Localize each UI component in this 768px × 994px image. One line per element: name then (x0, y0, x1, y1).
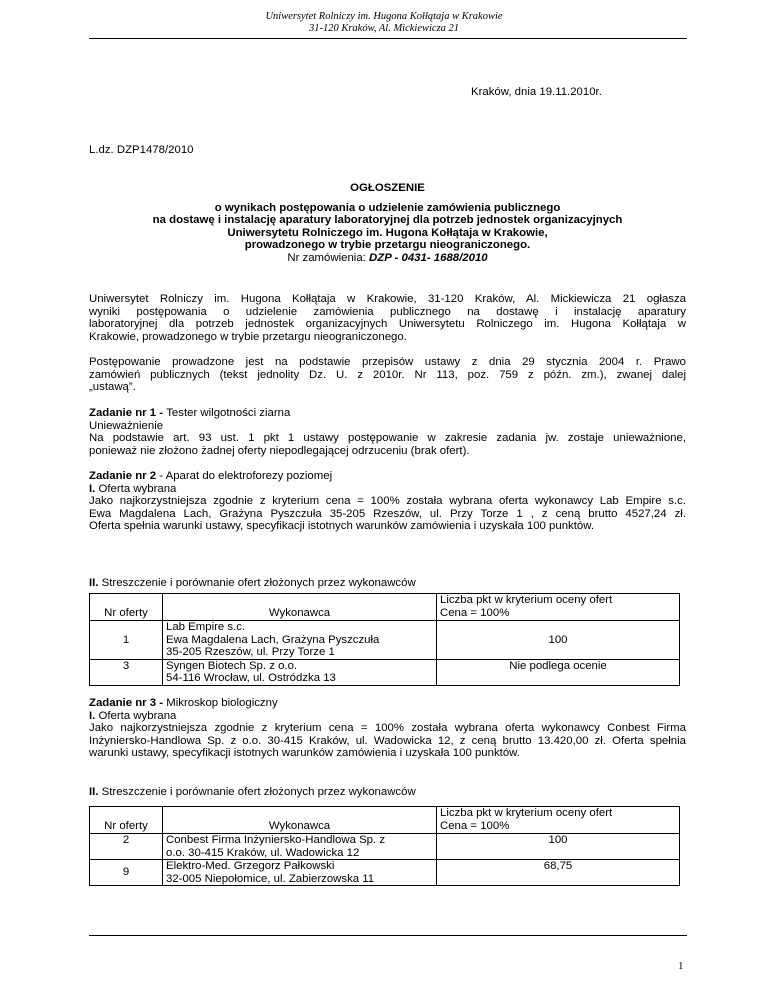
contractor-cell (163, 860, 437, 886)
table-header-row (90, 594, 680, 621)
header-contractor: Wykonawca (163, 594, 437, 621)
task3-heading (89, 697, 278, 710)
task1-body (89, 432, 686, 457)
roman-numeral: II. (89, 577, 99, 589)
task3-body (89, 722, 686, 760)
score-cell: Nie podlega ocenie (437, 659, 680, 685)
announcement-line: prowadzonego w trybie przetargu nieograniczonego. (244, 239, 531, 251)
task1-status: Unieważnienie (89, 420, 164, 432)
order-number: DZP - 0431- 1688/2010 (369, 252, 488, 264)
section-title-text: Streszczenie i porównanie ofert złożonych przez wykonawców (98, 577, 416, 589)
task1-label: Zadanie nr 1 - (89, 407, 167, 419)
paragraph-line: Na podstawie art. 93 ust. 1 pkt 1 ustawy postępowanie w zakresie zadania jw. zostaje unieważnione, (89, 432, 686, 444)
header-score-line: Liczba pkt w kryterium oceny ofert (440, 807, 613, 819)
order-number-label: Nr zamówienia: (287, 252, 370, 264)
header-offer-number: Nr oferty (90, 594, 163, 621)
paragraph-line: zamówień publicznych (tekst jednolity Dz. U. z 2010r. Nr 113, poz. 759 z późn. zm.), zwanej dalej (89, 368, 686, 381)
paragraph-line: Postępowanie prowadzone jest na podstawie przepisów ustawy z dnia 29 stycznia 2004 r. Prawo (89, 356, 686, 368)
roman-numeral: I. (89, 710, 96, 722)
paragraph-line: wyniki postępowania o udzielenie zamówienia publicznego na dostawę i instalację aparatury (89, 305, 686, 318)
contractor-line: 54-116 Wrocław, ul. Ostródzka 13 (166, 672, 336, 685)
task3-name: Mikroskop biologiczny (166, 697, 278, 709)
contractor-line: 32-005 Niepołomice, ul. Zabierzowska 11 (166, 872, 375, 885)
offer-number: 2 (90, 834, 163, 860)
task2-name: - Aparat do elektroforezy poziomej (156, 470, 333, 482)
contractor-line: Syngen Biotech Sp. z o.o. (166, 659, 298, 672)
order-number-line (89, 252, 686, 265)
header-rule (89, 38, 687, 39)
table-row (90, 659, 680, 685)
roman-numeral: II. (89, 786, 99, 798)
score-cell: 68,75 (437, 860, 680, 886)
header-university-name: Uniwersytet Rolniczy im. Hugona Kołłątaja w Krakowie (265, 11, 503, 22)
task2-section1-title (89, 483, 176, 496)
offer-number: 3 (90, 659, 163, 685)
paragraph-line: Jako najkorzystniejsza zgodnie z kryterium cena = 100% została wybrana oferta wykonawcy Lab Empire s.c. (89, 495, 686, 507)
header-score-line: Cena = 100% (440, 606, 510, 619)
task3-label: Zadanie nr 3 - (89, 697, 167, 709)
paragraph-line: warunki ustawy, specyfikacji istotnych warunków zamówienia i uzyskała 100 punktów. (89, 747, 520, 760)
header-score (437, 807, 680, 834)
contractor-line: 35-205 Rzeszów, ul. Przy Torze 1 (166, 646, 335, 659)
task3-section2-title (89, 786, 416, 799)
offer-number: 1 (90, 621, 163, 660)
legal-basis-paragraph (89, 356, 686, 394)
section-title-text: Oferta wybrana (95, 710, 177, 722)
task3-section1-title (89, 710, 176, 723)
contractor-line: Elektro-Med. Grzegorz Pałkowski (166, 860, 335, 873)
score-cell: 100 (437, 834, 680, 860)
table-row (90, 860, 680, 886)
contractor-cell (163, 621, 437, 660)
section-title-text: Streszczenie i porównanie ofert złożonych przez wykonawców (98, 786, 416, 798)
paragraph-line: Ewa Magdalena Lach, Grażyna Pyszczuła 35-205 Rzeszów, ul. Przy Torze 1 , z ceną brutto 4527,24 zł. (89, 507, 686, 520)
header-score (437, 594, 680, 621)
header-address: 31-120 Kraków, Al. Mickiewicza 21 (308, 23, 460, 34)
announcement-line: Uniwersytetu Rolniczego im. Hugona Kołłątaja w Krakowie, (227, 227, 548, 239)
paragraph-line: Krakowie, prowadzonego w trybie przetargu nieograniczonego. (89, 330, 407, 343)
footer-rule (89, 935, 687, 936)
contractor-cell (163, 834, 437, 860)
paragraph-line: laboratoryjnej dla potrzeb jednostek organizacyjnych Uniwersytetu Rolniczego im. Hugona Kołłątaja w (89, 318, 686, 331)
task2-offers-table (89, 593, 680, 686)
contractor-line: Lab Empire s.c. (166, 621, 246, 633)
paragraph-line: Inżyniersko-Handlowa Sp. z o.o. 30-415 Kraków, ul. Wadowicka 12, z ceną brutto 13.420,00 zł. Oferta spełnia (89, 734, 686, 747)
task2-heading (89, 470, 332, 483)
table-row (90, 834, 680, 860)
table-row (90, 621, 680, 660)
paragraph-line: Oferta spełnia warunki ustawy, specyfikacji istotnych warunków zamówienia i uzyskała 100 punktów. (89, 520, 595, 533)
task2-label: Zadanie nr 2 (89, 470, 157, 482)
table-header-row (90, 807, 680, 834)
paragraph-line: Jako najkorzystniejsza zgodnie z kryterium cena = 100% została wybrana oferta wykonawcy Conbest Firma (89, 722, 686, 734)
contractor-cell (163, 659, 437, 685)
reference-number: L.dz. DZP1478/2010 (89, 144, 194, 156)
announcement-line: na dostawę i instalację aparatury laboratoryjnej dla potrzeb jednostek organizacyjnych (152, 214, 623, 226)
contractor-line: o.o. 30-415 Kraków, ul. Wadowicka 12 (166, 846, 360, 859)
section-title-text: Oferta wybrana (95, 483, 177, 495)
task1-heading (89, 407, 290, 420)
announcement-title: OGŁOSZENIE (350, 182, 425, 194)
intro-paragraph (89, 293, 686, 343)
offer-number: 9 (90, 860, 163, 886)
contractor-line: Ewa Magdalena Lach, Grażyna Pyszczuła (166, 633, 380, 646)
announcement-line: o wynikach postępowania o udzielenie zamówienia publicznego (214, 202, 561, 214)
date-line: Kraków, dnia 19.11.2010r. (471, 86, 602, 98)
header-contractor: Wykonawca (163, 807, 437, 834)
header-score-line: Liczba pkt w kryterium oceny ofert (440, 594, 613, 606)
paragraph-line: „ustawą”. (89, 381, 136, 394)
task1-name: Tester wilgotności ziarna (166, 407, 291, 419)
page-number: 1 (678, 960, 684, 972)
paragraph-line: ponieważ nie złożono żadnej oferty niepodlegającej odrzuceniu (brak ofert). (89, 444, 470, 457)
score-cell: 100 (437, 621, 680, 660)
roman-numeral: I. (89, 483, 96, 495)
task3-offers-table (89, 806, 680, 886)
task2-body (89, 495, 686, 533)
header-offer-number: Nr oferty (90, 807, 163, 834)
paragraph-line: Uniwersytet Rolniczy im. Hugona Kołłątaja w Krakowie, 31-120 Kraków, Al. Mickiewicza 21 ogłasza (89, 293, 686, 305)
contractor-line: Conbest Firma Inżyniersko-Handlowa Sp. z (166, 834, 386, 846)
task2-section2-title (89, 577, 416, 590)
header-score-line: Cena = 100% (440, 819, 510, 832)
